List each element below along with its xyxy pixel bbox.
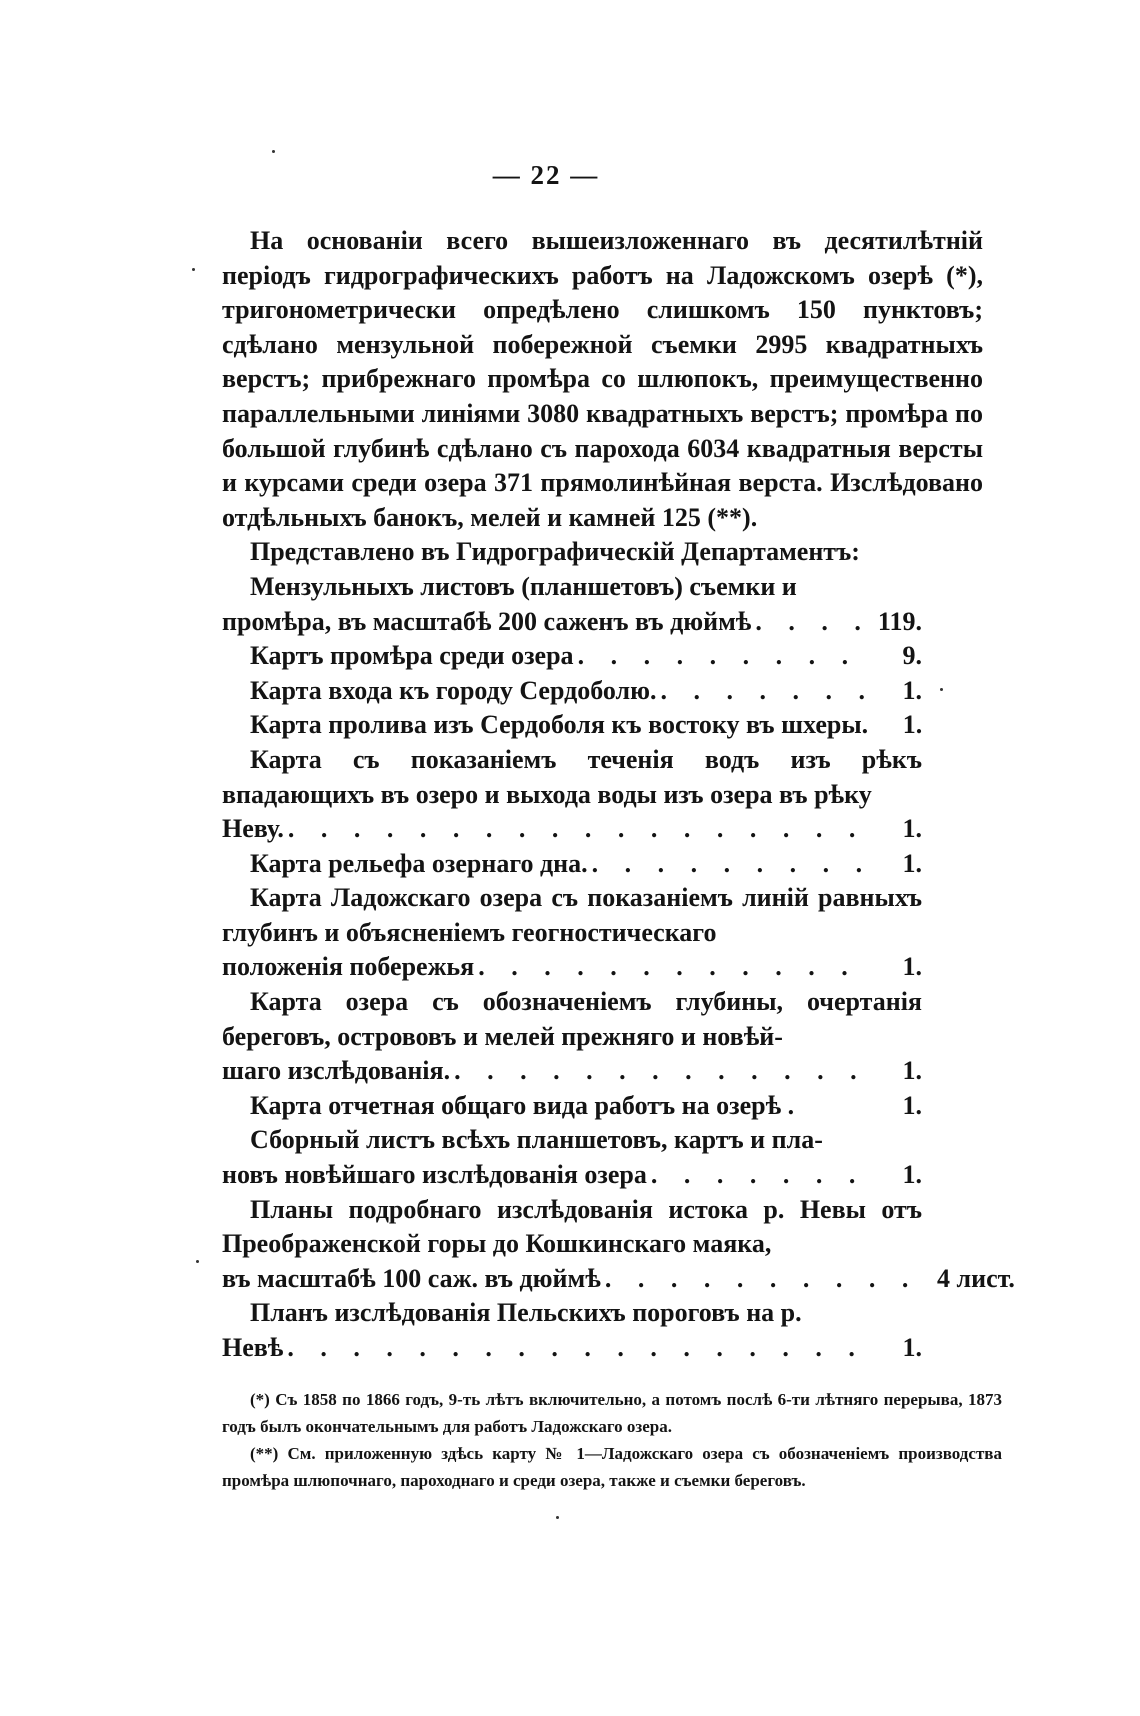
item-description: Планъ изслѣдованія Пельскихъ пороговъ на р. bbox=[250, 1298, 802, 1328]
intro-paragraph: На основаніи всего вышеизложеннаго въ десятилѣтній періодъ гидрографическихъ работъ на Ладожскомъ озерѣ (*), тригонометрически опредѣлено слишкомъ 150 пунктовъ; сдѣлано мензульной побережной съемки 2995 квадратныхъ верстъ; прибрежнаго промѣра со шлюпокъ, преимущественно параллельными линіями 3080 квадратныхъ верстъ; промѣра по большой глубинѣ сдѣлано съ парохода 6034 квадратныя версты и курсами среди озера 371 прямолинѣйная верста. Изслѣдовано отдѣльныхъ банокъ, мелей и камней 125 (**). bbox=[222, 226, 983, 532]
list-item bbox=[222, 1296, 922, 1365]
item-description: Карта Ладожскаго озера съ показаніемъ линій равныхъ глубинъ и объясненіемъ геогностическаго bbox=[222, 883, 922, 947]
item-row bbox=[222, 950, 922, 985]
submitted-heading: Представлено въ Гидрографическій Департаментъ: bbox=[250, 537, 860, 567]
main-text bbox=[222, 224, 1015, 1366]
footnote-2: (**) См. приложенную здѣсь карту № 1—Ладожскаго озера съ обозначеніемъ производства промѣра шлюпочнаго, пароходнаго и среди озера, также и съемки береговъ. bbox=[222, 1444, 1002, 1490]
item-row bbox=[222, 639, 922, 674]
footnotes bbox=[222, 1386, 1002, 1494]
item-label: Карта входа къ городу Сердоболю. bbox=[250, 675, 657, 705]
list-item bbox=[222, 743, 922, 847]
item-count: 1. bbox=[902, 1333, 922, 1362]
scan-speck bbox=[196, 1260, 199, 1263]
list-item bbox=[222, 1089, 922, 1124]
item-row bbox=[222, 1331, 922, 1366]
item-row bbox=[222, 708, 922, 743]
list-item bbox=[222, 1193, 1015, 1297]
item-label: Карта рельефа озернаго дна. bbox=[250, 848, 588, 878]
item-label: шаго изслѣдованія. bbox=[222, 1056, 451, 1086]
item-label: Неву. bbox=[222, 814, 284, 844]
leader-dots bbox=[605, 1262, 933, 1297]
list-item bbox=[222, 570, 922, 639]
leader-dots bbox=[454, 1054, 872, 1089]
list-item bbox=[222, 847, 922, 882]
item-count: 1. bbox=[902, 675, 922, 705]
leader-dots bbox=[592, 847, 872, 882]
item-label: Невѣ bbox=[222, 1333, 284, 1362]
item-count: 1. bbox=[902, 848, 922, 878]
item-label: въ масштабѣ 100 саж. въ дюймѣ bbox=[222, 1263, 601, 1293]
item-count: 4 лист. bbox=[937, 1263, 1015, 1293]
item-row bbox=[222, 674, 922, 709]
item-description: Планы подробнаго изслѣдованія истока р. Невы отъ Преображенской горы до Кошкинскаго маяка, bbox=[222, 1194, 922, 1259]
list-item bbox=[222, 985, 922, 1089]
item-count: 1. bbox=[902, 814, 922, 844]
item-description: Сборный листъ всѣхъ планшетовъ, картъ и пла- bbox=[250, 1125, 823, 1155]
leader-dots bbox=[661, 674, 872, 709]
item-label: Карта отчетная общаго вида работъ на озерѣ . bbox=[250, 1090, 795, 1120]
item-count: 1. bbox=[902, 1160, 922, 1190]
leader-dots bbox=[287, 1331, 872, 1366]
leader-dots bbox=[478, 950, 872, 985]
submitted-items-list bbox=[222, 570, 1015, 1366]
page-number: — 22 — bbox=[492, 160, 600, 190]
item-label: Картъ промѣра среди озера bbox=[250, 641, 574, 671]
scan-speck bbox=[940, 688, 943, 691]
item-row bbox=[222, 1158, 922, 1193]
item-description: Мензульныхъ листовъ (планшетовъ) съемки и bbox=[250, 571, 797, 601]
item-count: 1. bbox=[902, 1090, 922, 1120]
scan-speck bbox=[556, 1516, 559, 1519]
list-item bbox=[222, 708, 922, 743]
leader-dots bbox=[755, 605, 872, 640]
list-item bbox=[222, 881, 922, 985]
item-row bbox=[222, 1054, 922, 1089]
item-label: положенія побережья bbox=[222, 952, 475, 982]
item-description: Карта озера съ обозначеніемъ глубины, очертанія береговъ, острововъ и мелей прежняго и новѣй- bbox=[222, 987, 922, 1051]
item-label: новъ новѣйшаго изслѣдованія озера bbox=[222, 1160, 647, 1190]
item-row bbox=[222, 1089, 922, 1124]
leader-dots bbox=[578, 639, 872, 674]
footnote-1: (*) Съ 1858 по 1866 годъ, 9-ть лѣтъ включительно, а потомъ послѣ 6-ти лѣтняго перерыва, 1873 годъ былъ окончательнымъ для работъ Ладожскаго озера. bbox=[222, 1390, 1002, 1436]
item-count: 9. bbox=[902, 641, 922, 671]
item-count: 1. bbox=[902, 952, 922, 982]
item-row bbox=[222, 812, 922, 847]
leader-dots bbox=[651, 1158, 872, 1193]
item-row bbox=[222, 1262, 1015, 1297]
item-count: 1. bbox=[902, 1056, 922, 1086]
scan-speck bbox=[192, 268, 195, 271]
item-count: 1. bbox=[902, 710, 923, 740]
list-item bbox=[222, 639, 922, 674]
scan-speck bbox=[272, 150, 275, 153]
item-row bbox=[222, 847, 922, 882]
list-item bbox=[222, 1123, 922, 1192]
item-label: промѣра, въ масштабѣ 200 саженъ въ дюймѣ bbox=[222, 606, 752, 636]
item-row bbox=[222, 605, 922, 640]
leader-dots bbox=[288, 812, 872, 847]
item-description: Карта съ показаніемъ теченія водъ изъ рѣкъ впадающихъ въ озеро и выхода воды изъ озера въ рѣку bbox=[222, 744, 922, 809]
list-item bbox=[222, 674, 922, 709]
item-count: 119. bbox=[877, 606, 922, 636]
item-label: Карта пролива изъ Сердоболя къ востоку въ шхеры. bbox=[250, 710, 869, 740]
